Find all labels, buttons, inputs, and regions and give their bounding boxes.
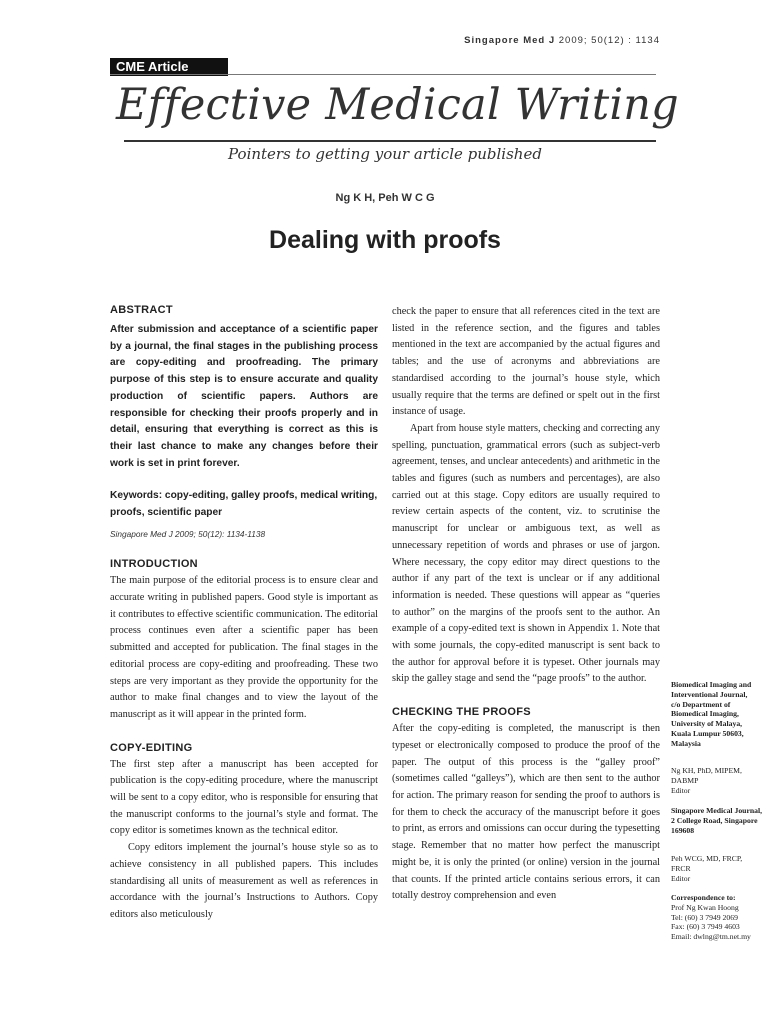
- checking-proofs-text: After the copy-editing is completed, the manuscript is then typeset or electronically composed to produce the proof of the paper. The output of this process is the “galley proof” (sometimes called “galleys”), which are then sent to the author for action. The primary reason for sending the proof to authors is for them to check the accuracy of the manuscript before it goes to print, as errors and omissions can occur during the typesetting stage. Remember that no matter how perfect the manuscript might be, it is only the printed (or online) version in the journal that counts. If the printed article contains serious errors, it can totally destroy comprehension and even: [392, 723, 660, 902]
- abstract-text: After submission and acceptance of a scientific paper by a journal, the final stages in the publishing process are copy-editing and proofreading. The primary purpose of this step is to ensure accurate and quality production of scientific papers. Authors are responsible for checking their proofs properly and in detail, ensuring that everything is correct as this is their last chance to make any changes before their work is set in print forever.: [110, 324, 378, 469]
- title-rule: [124, 140, 656, 142]
- author-2-role: Editor: [671, 873, 691, 883]
- author-list: Ng K H, Peh W C G: [335, 192, 435, 204]
- checking-proofs-heading: CHECKING THE PROOFS: [392, 706, 531, 719]
- article-title: Dealing with proofs: [269, 226, 501, 254]
- house-style-para: Apart from house style matters, checking and correcting any spelling, punctuation, grammatical errors (such as subject-verb agreement, tenses, and unclear antecedents) and arithmetic in the tables and figures (such as numbers and percentages), are also carried out at this stage. Copy editors are usually required to review certain aspects of the content, viz. to scrutinise the manuscript for unclear or ambiguous text, as well as unnecessary repetition of words and phrases or use of jargon. Where necessary, the copy editor may direct questions to the author if any part of the text is unclear or if any additional information is needed. These questions will appear as “queries to author” on the margins of the proofs sent to the author. An example of a copy-edited text is shown in Appendix 1. Note that with some journals, the copy-edited manuscript is sent back to the author for approval before it is typeset. Other journals may skip the galley stage and send the “page proofs” to the author.: [392, 422, 660, 685]
- copy-editing-heading: COPY-EDITING: [110, 741, 193, 754]
- journal-name: Singapore Med J: [464, 35, 556, 46]
- author-2-credentials: [671, 854, 763, 883]
- left-column: [110, 304, 378, 924]
- keywords: Keywords: copy-editing, galley proofs, medical writing, proofs, scientific paper: [110, 490, 378, 518]
- copy-editing-para-1: The first step after a manuscript has been accepted for publication is the copy-editing procedure, where the manuscript will be sent to a copy editor, who is responsible for ensuring that the manuscript conforms to the journal’s style and format. The copy editor is sometimes known as the technical editor.: [110, 758, 378, 837]
- affiliation-2: [671, 806, 763, 835]
- affiliation-1-name: Biomedical Imaging and Interventional Journal,: [671, 680, 752, 699]
- author-1-name: Ng KH, PhD, MIPEM, DABMP: [671, 766, 742, 785]
- correspondence-heading: Correspondence to:: [671, 893, 736, 902]
- abstract-heading: ABSTRACT: [110, 304, 173, 316]
- correspondence-email: Email: dwlng@tm.net.my: [671, 932, 751, 942]
- affiliation-2-name: Singapore Medical Journal,: [671, 806, 763, 815]
- correspondence-name: Prof Ng Kwan Hoong: [671, 902, 739, 912]
- copy-editing-para-2: Copy editors implement the journal’s house style so as to achieve consistency in all published papers. This includes standardising all units of measurement as well as references in accordance with the journal’s Instructions to Authors. Copy editors also meticulously: [110, 842, 378, 920]
- series-title: Effective Medical Writing: [116, 80, 679, 130]
- author-1-role: Editor: [671, 785, 691, 795]
- cme-article-badge: CME Article: [110, 58, 228, 76]
- affiliation-1-address: c/o Department of Biomedical Imaging, University of Malaya, Kuala Lumpur 50603, Malaysia: [671, 699, 744, 748]
- journal-issue: 2009; 50(12) : 1134: [558, 35, 660, 46]
- affiliation-1: [671, 680, 763, 749]
- correspondence-fax: Fax: (60) 3 7949 4603: [671, 922, 740, 932]
- middle-column: [392, 304, 660, 905]
- citation: Singapore Med J 2009; 50(12): 1134-1138: [110, 529, 266, 540]
- author-1-credentials: [671, 766, 763, 795]
- introduction-heading: INTRODUCTION: [110, 558, 198, 571]
- introduction-text: The main purpose of the editorial process is to ensure clear and accurate writing in published papers. Good style is important as it contributes to effective scientific communication. The editorial process continues even after a scientific paper has been submitted and accepted for publication. The final stages in the editorial process are copy-editing and proofreading. These two steps are very important as they provide the opportunity for the author to make final changes and to view the layout of the manuscript as it will appear in the printed form.: [110, 575, 378, 720]
- affiliation-2-address: 2 College Road, Singapore 169608: [671, 815, 758, 835]
- correspondence-tel: Tel: (60) 3 7949 2069: [671, 912, 738, 922]
- series-subtitle: Pointers to getting your article published: [228, 145, 542, 163]
- badge-divider: [110, 74, 656, 75]
- correspondence: [671, 893, 763, 942]
- references-check-para: check the paper to ensure that all references cited in the text are listed in the reference section, and the figures and tables mentioned in the text are accompanied by the actual figures and tables; and the use of acronyms and abbreviations are standardised according to the journal’s house style, which usually require that the terms are defined or spelt out in the first instance of usage.: [392, 306, 660, 418]
- journal-reference: [464, 35, 660, 46]
- author-2-name: Peh WCG, MD, FRCP, FRCR: [671, 854, 743, 873]
